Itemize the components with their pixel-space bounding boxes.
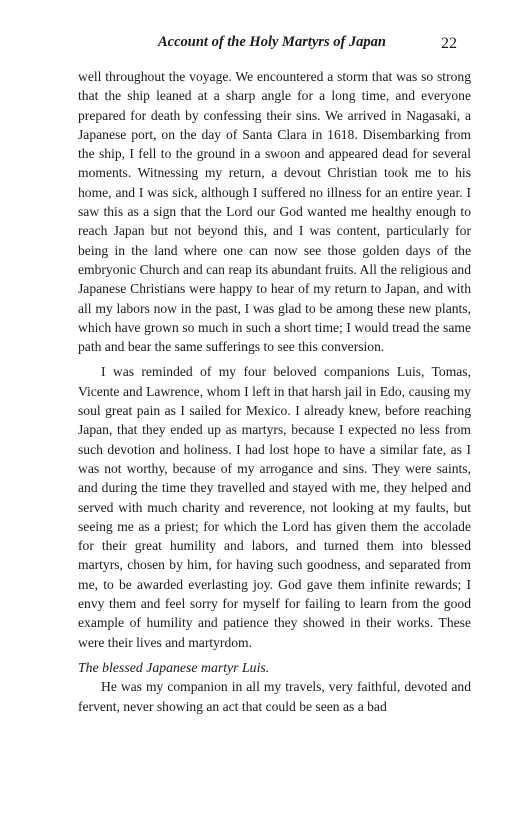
page-number: 22 xyxy=(441,35,457,52)
running-title: Account of the Holy Martyrs of Japan xyxy=(158,34,386,50)
paragraph: He was my companion in all my travels, very faithful, devoted and fervent, never showing an act that could be seen as a bad xyxy=(78,679,471,714)
running-head xyxy=(78,34,470,54)
paragraph: I was reminded of my four beloved companions Luis, Tomas, Vicente and Lawrence, whom I left in that harsh jail in Edo, causing my soul great pain as I sailed for Mexico. I already knew, before reaching Japan, that they ended up as martyrs, because I expected no less from such devotion and holiness. I had lost hope to have a similar fate, as I was not worthy, because of my arrogance and sins. They were saints, and during the time they travelled and stayed with me, they helped and served with much charity and reverence, not looking at my faults, but seeing me as a priest; for which the Lord has given them the accolade for their great humility and labors, and turned them into blessed martyrs, chosen by him, for having such goodness, and separated from me, to be awarded everlasting joy. God gave them infinite rewards; I envy them and feel sorry for myself for failing to learn from the good example of humility and patience they showed in their works. These were their lives and martyrdom. xyxy=(78,364,471,650)
body-text xyxy=(78,67,471,722)
section-heading: The blessed Japanese martyr Luis. xyxy=(78,659,270,675)
paragraph: well throughout the voyage. We encountered a storm that was so strong that the ship leaned at a sharp angle for a long time, and everyone prepared for death by confessing their sins. We arrived in Nagasaki, a Japanese port, on the day of Santa Clara in 1618. Disembarking from the ship, I fell to the ground in a swoon and appeared dead for several moments. Witnessing my return, a devout Christian took me to his home, and I was sick, although I suffered no illness for an entire year. I saw this as a sign that the Lord our God wanted me healthy enough to reach Japan but not beyond this, and I was content, particularly for being in the land where one can now see those golden days of the embryonic Church and can reap its abundant fruits. All the religious and Japanese Christians were happy to hear of my return to Japan, and with all my labors now in the past, I was glad to be among these new plants, which have grown so much in such a short time; I would tread the same path and bear the same sufferings to see this conversion. xyxy=(78,69,471,355)
